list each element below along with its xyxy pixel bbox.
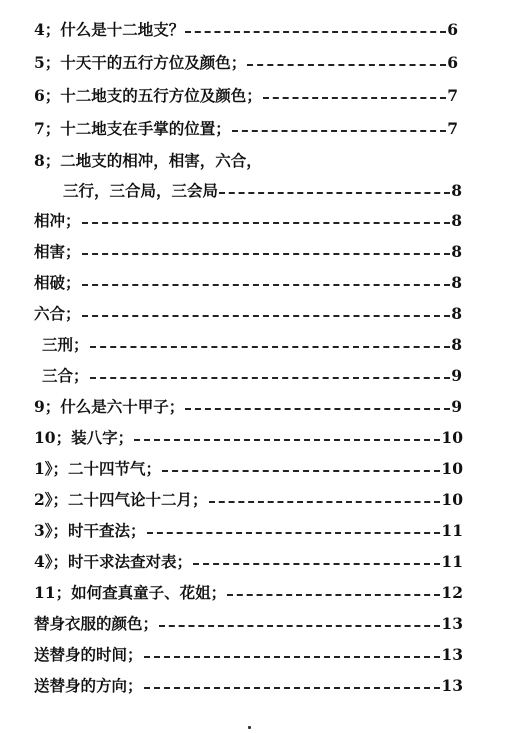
toc-entry-page: 6 (447, 19, 458, 39)
toc-entry-label: 替身衣服的颜色； (34, 614, 159, 633)
toc-entry (34, 487, 463, 511)
toc-entry-page: 9 (451, 365, 462, 385)
toc-entry (34, 673, 463, 697)
toc-entry (34, 580, 463, 604)
toc-entry (34, 270, 462, 294)
dotted-leader (185, 31, 446, 33)
toc-entry-label: 9；什么是六十甲子； (34, 397, 185, 416)
toc-entry-label: 6；十二地支的五行方位及颜色； (34, 86, 262, 105)
toc-entry-label: 送替身的时间； (34, 645, 143, 664)
toc-entry-label: 三合； (42, 366, 89, 385)
toc-entry-page: 11 (441, 551, 463, 571)
toc-entry-page: 10 (441, 458, 463, 478)
toc-entry (34, 518, 463, 542)
toc-entry-label: 7；十二地支在手掌的位置； (34, 119, 231, 138)
dotted-leader (82, 222, 451, 224)
toc-entry (34, 456, 463, 480)
toc-entry-label: 三刑； (42, 335, 89, 354)
toc-entry-page: 8 (451, 241, 462, 261)
toc-entry-page: 8 (451, 272, 462, 292)
dotted-leader (232, 130, 446, 132)
toc-entry (34, 208, 462, 232)
toc-entry (34, 116, 458, 140)
toc-entry (34, 642, 463, 666)
toc-entry-label: 相冲； (34, 211, 81, 230)
toc-entry (34, 239, 462, 263)
toc-entry-label: 11；如何查真童子、花姐； (34, 583, 227, 602)
toc-entry-label: 相破； (34, 273, 81, 292)
toc-entry (34, 425, 463, 449)
toc-entry-page: 8 (451, 180, 462, 200)
dotted-leader (90, 346, 451, 348)
dotted-leader (193, 563, 440, 565)
toc-entry-page: 13 (441, 613, 463, 633)
toc-entry (34, 83, 458, 107)
toc-entry (42, 363, 462, 387)
dotted-leader (209, 501, 441, 503)
toc-entry-page: 7 (447, 118, 458, 138)
toc-entry-label: 1》；二十四节气； (34, 459, 162, 478)
toc-entry-page: 8 (451, 303, 462, 323)
toc-entry-label: 三行，三合局，三会局 (63, 181, 219, 200)
dotted-leader (134, 439, 440, 441)
dotted-leader (144, 687, 441, 689)
toc-entry-page: 6 (447, 52, 458, 72)
toc-entry-label: 8；二地支的相冲，相害，六合， (34, 151, 262, 170)
dotted-leader (82, 284, 451, 286)
toc-entry (34, 611, 463, 635)
toc-entry-page: 12 (441, 582, 463, 602)
dotted-leader (227, 594, 440, 596)
toc-entry-label: 5；十天干的五行方位及颜色； (34, 53, 247, 72)
toc-entry-page: 11 (441, 520, 463, 540)
toc-entry-page: 8 (451, 334, 462, 354)
toc-entry (34, 50, 458, 74)
toc-entry-label: 4》；时干求法查对表； (34, 552, 193, 571)
toc-entry-page: 13 (441, 644, 463, 664)
dotted-leader (247, 64, 446, 66)
toc-entry (34, 394, 462, 418)
dotted-leader (90, 377, 451, 379)
dotted-leader (219, 192, 450, 194)
toc-entry-label: 10；装八字； (34, 428, 134, 447)
toc-entry-label: 2》；二十四气论十二月； (34, 490, 208, 509)
page-footer-mark (248, 726, 251, 729)
toc-entry-label: 送替身的方向； (34, 676, 143, 695)
toc-entry (42, 332, 462, 356)
dotted-leader (162, 470, 440, 472)
toc-entry-page: 8 (451, 210, 462, 230)
toc-entry-label: 4；什么是十二地支？ (34, 20, 185, 39)
toc-entry-page: 13 (441, 675, 463, 695)
toc-entry (34, 549, 463, 573)
toc-entry-page: 10 (441, 489, 463, 509)
dotted-leader (159, 625, 440, 627)
dotted-leader (144, 656, 441, 658)
toc-entry (34, 301, 462, 325)
toc-entry-label: 相害； (34, 242, 81, 261)
dotted-leader (82, 315, 451, 317)
toc-entry-label: 六合； (34, 304, 81, 323)
dotted-leader (185, 408, 450, 410)
toc-entry-page: 7 (447, 85, 458, 105)
toc-entry (63, 178, 462, 202)
dotted-leader (147, 532, 441, 534)
toc-entry-page: 9 (451, 396, 462, 416)
dotted-leader (82, 253, 451, 255)
toc-entry-label: 3》；时干查法； (34, 521, 146, 540)
toc-entry-page: 10 (441, 427, 463, 447)
dotted-leader (263, 97, 446, 99)
toc-entry (34, 17, 458, 41)
